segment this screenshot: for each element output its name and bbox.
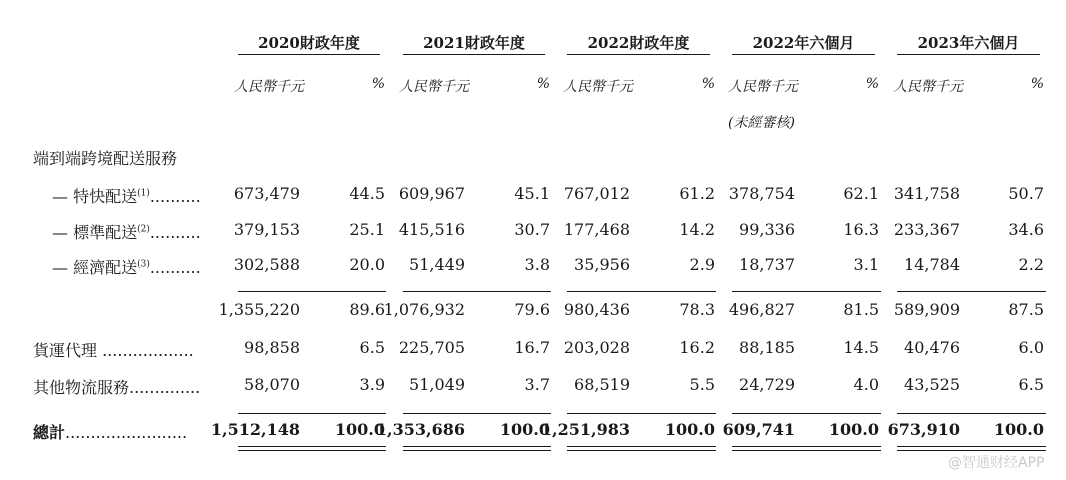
- row-label-text: — 特快配送: [52, 187, 138, 206]
- percent-cell: 61.2: [679, 184, 715, 203]
- percent-cell: 25.1: [349, 220, 385, 239]
- amount-cell: 35,956: [574, 255, 630, 274]
- amount-cell: 233,367: [893, 220, 960, 239]
- percent-label: %: [865, 76, 879, 92]
- period-header: 2023年六個月: [917, 34, 1020, 52]
- percent-cell: 14.5: [843, 338, 879, 357]
- subtotal-rule: [897, 291, 1046, 292]
- unit-label: 人民幣千元: [893, 79, 963, 95]
- percent-cell: 2.9: [689, 255, 715, 274]
- percent-cell: 16.7: [514, 338, 550, 357]
- amount-cell: 58,070: [244, 375, 300, 394]
- amount-cell: 225,705: [398, 338, 465, 357]
- percent-cell: 5.5: [689, 375, 715, 394]
- percent-cell: 20.0: [349, 255, 385, 274]
- leader-dots: ........................: [65, 423, 188, 442]
- percent-label: %: [536, 76, 550, 92]
- percent-cell: 79.6: [514, 300, 550, 319]
- total-top-rule: [403, 413, 551, 414]
- unit-label: 人民幣千元: [234, 79, 304, 95]
- leader-dots: ..........: [149, 187, 201, 206]
- amount-cell: 378,754: [728, 184, 795, 203]
- percent-cell: 16.3: [843, 220, 879, 239]
- amount-cell: 609,741: [722, 420, 795, 439]
- row-label-text: 貨運代理: [33, 341, 98, 360]
- amount-cell: 1,076,932: [383, 300, 465, 319]
- row-label-text: — 經濟配送: [52, 258, 138, 277]
- amount-cell: 18,737: [739, 255, 795, 274]
- amount-cell: 980,436: [563, 300, 630, 319]
- percent-cell: 50.7: [1008, 184, 1044, 203]
- unaudited-label: (未經審核): [728, 115, 795, 131]
- period-underline: [238, 54, 380, 55]
- leader-dots: ..............: [129, 378, 201, 397]
- subtotal-rule: [567, 291, 716, 292]
- footnote-ref: (2): [137, 224, 150, 235]
- percent-label: %: [371, 76, 385, 92]
- amount-cell: 767,012: [563, 184, 630, 203]
- percent-cell: 62.1: [843, 184, 879, 203]
- amount-cell: 177,468: [563, 220, 630, 239]
- row-label-text: — 標準配送: [52, 223, 138, 242]
- amount-cell: 88,185: [739, 338, 795, 357]
- percent-cell: 100.0: [828, 420, 879, 439]
- total-top-rule: [238, 413, 386, 414]
- percent-cell: 2.2: [1018, 255, 1044, 274]
- subtotal-rule: [732, 291, 881, 292]
- amount-cell: 1,355,220: [218, 300, 300, 319]
- amount-cell: 40,476: [904, 338, 960, 357]
- amount-cell: 1,353,686: [375, 420, 465, 439]
- amount-cell: 99,336: [739, 220, 795, 239]
- period-underline: [567, 54, 710, 55]
- percent-cell: 44.5: [349, 184, 385, 203]
- percent-cell: 3.8: [524, 255, 550, 274]
- percent-cell: 3.9: [359, 375, 385, 394]
- leader-dots: ..........: [149, 223, 201, 242]
- period-underline: [897, 54, 1040, 55]
- row-label: [52, 220, 201, 243]
- period-header: 2020財政年度: [258, 34, 360, 52]
- amount-cell: 379,153: [233, 220, 300, 239]
- unit-label: 人民幣千元: [399, 79, 469, 95]
- total-double-rule: [567, 446, 716, 451]
- row-label: [33, 375, 200, 398]
- percent-cell: 45.1: [514, 184, 550, 203]
- amount-cell: 203,028: [563, 338, 630, 357]
- amount-cell: 51,049: [409, 375, 465, 394]
- amount-cell: 496,827: [728, 300, 795, 319]
- percent-cell: 6.5: [359, 338, 385, 357]
- period-header: 2021財政年度: [423, 34, 525, 52]
- period-header: 2022年六個月: [752, 34, 855, 52]
- total-double-rule: [238, 446, 386, 451]
- footnote-ref: (1): [137, 188, 150, 199]
- amount-cell: 14,784: [904, 255, 960, 274]
- percent-cell: 16.2: [679, 338, 715, 357]
- amount-cell: 341,758: [893, 184, 960, 203]
- row-label-text: 其他物流服務: [33, 378, 130, 397]
- total-top-rule: [897, 413, 1046, 414]
- amount-cell: 1,512,148: [210, 420, 300, 439]
- row-label: [33, 420, 187, 443]
- unit-label: 人民幣千元: [563, 79, 633, 95]
- amount-cell: 589,909: [893, 300, 960, 319]
- percent-cell: 30.7: [514, 220, 550, 239]
- percent-cell: 3.7: [524, 375, 550, 394]
- row-label: [52, 184, 201, 207]
- amount-cell: 43,525: [904, 375, 960, 394]
- section-title: 端到端跨境配送服務: [33, 149, 178, 168]
- footnote-ref: (3): [137, 259, 150, 270]
- percent-cell: 100.0: [499, 420, 550, 439]
- percent-cell: 100.0: [664, 420, 715, 439]
- period-underline: [403, 54, 545, 55]
- row-label: [52, 255, 201, 278]
- amount-cell: 609,967: [398, 184, 465, 203]
- percent-label: %: [701, 76, 715, 92]
- amount-cell: 1,251,983: [540, 420, 630, 439]
- percent-cell: 34.6: [1008, 220, 1044, 239]
- percent-cell: 89.6: [349, 300, 385, 319]
- row-label: [33, 338, 194, 361]
- watermark: @智通财经APP: [948, 455, 1045, 471]
- period-underline: [732, 54, 875, 55]
- amount-cell: 98,858: [244, 338, 300, 357]
- percent-cell: 6.5: [1018, 375, 1044, 394]
- amount-cell: 673,479: [233, 184, 300, 203]
- percent-cell: 14.2: [679, 220, 715, 239]
- percent-cell: 81.5: [843, 300, 879, 319]
- percent-cell: 6.0: [1018, 338, 1044, 357]
- unit-label: 人民幣千元: [728, 79, 798, 95]
- amount-cell: 24,729: [739, 375, 795, 394]
- amount-cell: 51,449: [409, 255, 465, 274]
- leader-dots: ..........: [149, 258, 201, 277]
- amount-cell: 415,516: [398, 220, 465, 239]
- period-header: 2022財政年度: [587, 34, 690, 52]
- total-double-rule: [897, 446, 1046, 451]
- row-label-text: 總計: [33, 423, 66, 442]
- subtotal-rule: [403, 291, 551, 292]
- total-double-rule: [732, 446, 881, 451]
- amount-cell: 68,519: [574, 375, 630, 394]
- amount-cell: 302,588: [233, 255, 300, 274]
- percent-cell: 87.5: [1008, 300, 1044, 319]
- percent-cell: 100.0: [334, 420, 385, 439]
- amount-cell: 673,910: [887, 420, 960, 439]
- total-top-rule: [567, 413, 716, 414]
- percent-cell: 4.0: [853, 375, 879, 394]
- percent-label: %: [1030, 76, 1044, 92]
- leader-dots: ..................: [97, 341, 194, 360]
- percent-cell: 78.3: [679, 300, 715, 319]
- total-double-rule: [403, 446, 551, 451]
- percent-cell: 3.1: [853, 255, 879, 274]
- subtotal-rule: [238, 291, 386, 292]
- percent-cell: 100.0: [993, 420, 1044, 439]
- total-top-rule: [732, 413, 881, 414]
